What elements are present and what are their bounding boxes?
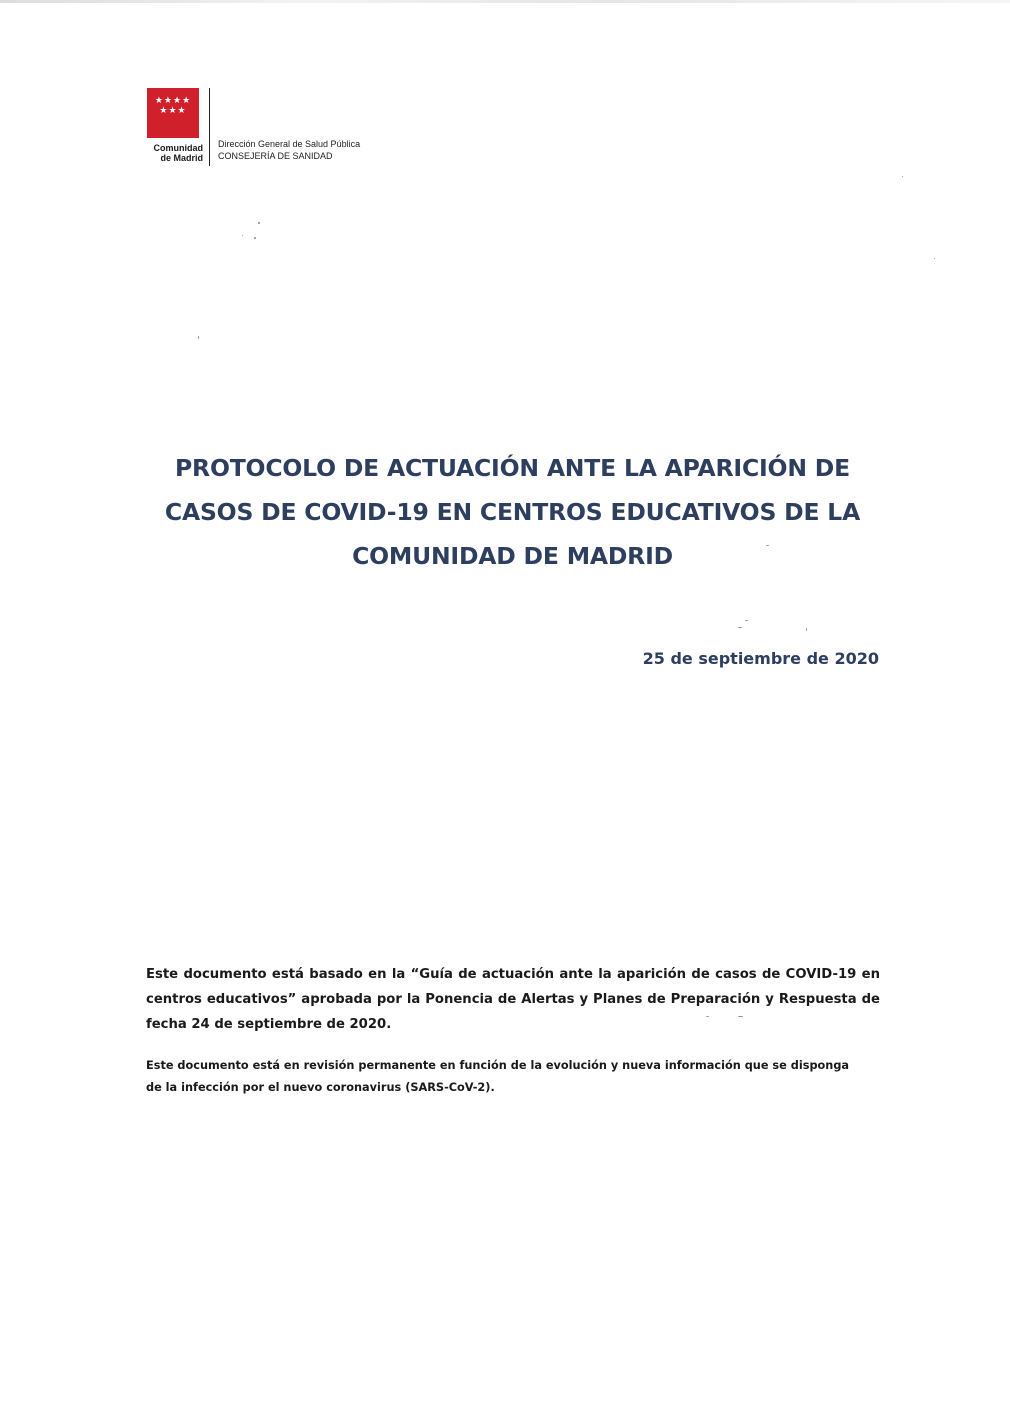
title-line3: COMUNIDAD DE MADRID <box>352 542 673 570</box>
department-name <box>218 88 360 162</box>
department-line2: CONSEJERÍA DE SANIDAD <box>218 151 333 161</box>
department-line1: Dirección General de Salud Pública <box>218 139 361 149</box>
document-header <box>144 88 360 168</box>
scan-speck <box>738 627 742 628</box>
scan-speck <box>242 235 243 236</box>
comunidad-de-madrid-logo <box>144 88 204 163</box>
scan-speck <box>745 620 748 621</box>
scan-speck <box>706 1016 709 1017</box>
logo-wordmark <box>144 143 203 163</box>
basis-line1: Este documento está basado en la “Guía de actuación ante la aparición de casos de COVID-19 en <box>146 967 880 982</box>
logo-name-line1: Comunidad <box>153 143 203 153</box>
scan-speck <box>258 222 260 224</box>
header-divider <box>209 88 210 166</box>
document-title <box>100 446 925 578</box>
title-line2: CASOS DE COVID-19 EN CENTROS EDUCATIVOS DE LA <box>164 498 861 526</box>
basis-line2: centros educativos” aprobada por la Ponencia de Alertas y Planes de Preparación y Respuesta de <box>146 992 880 1007</box>
revision-line1: Este documento está en revisión permanente en función de la evolución y nueva información que se disponga <box>146 1059 850 1072</box>
scan-speck <box>738 1016 743 1017</box>
logo-name-line2: de Madrid <box>160 153 203 163</box>
flag-stars-icon: ★★★★ ★★★ <box>154 96 192 116</box>
document-date: 25 de septiembre de 2020 <box>642 649 879 668</box>
title-line1: PROTOCOLO DE ACTUACIÓN ANTE LA APARICIÓN DE <box>175 454 850 482</box>
madrid-flag-icon <box>147 88 199 138</box>
revision-line2: de la infección por el nuevo coronavirus (SARS-CoV-2). <box>146 1081 495 1094</box>
basis-paragraph <box>146 962 880 1037</box>
scan-speck <box>934 258 935 259</box>
scan-speck <box>198 336 199 339</box>
scan-edge <box>0 0 1010 3</box>
scan-speck <box>902 176 903 177</box>
revision-paragraph <box>146 1055 880 1099</box>
scan-speck <box>254 237 256 239</box>
basis-line3: fecha 24 de septiembre de 2020. <box>146 1017 392 1032</box>
scan-speck <box>806 628 807 631</box>
scan-speck <box>766 545 769 546</box>
